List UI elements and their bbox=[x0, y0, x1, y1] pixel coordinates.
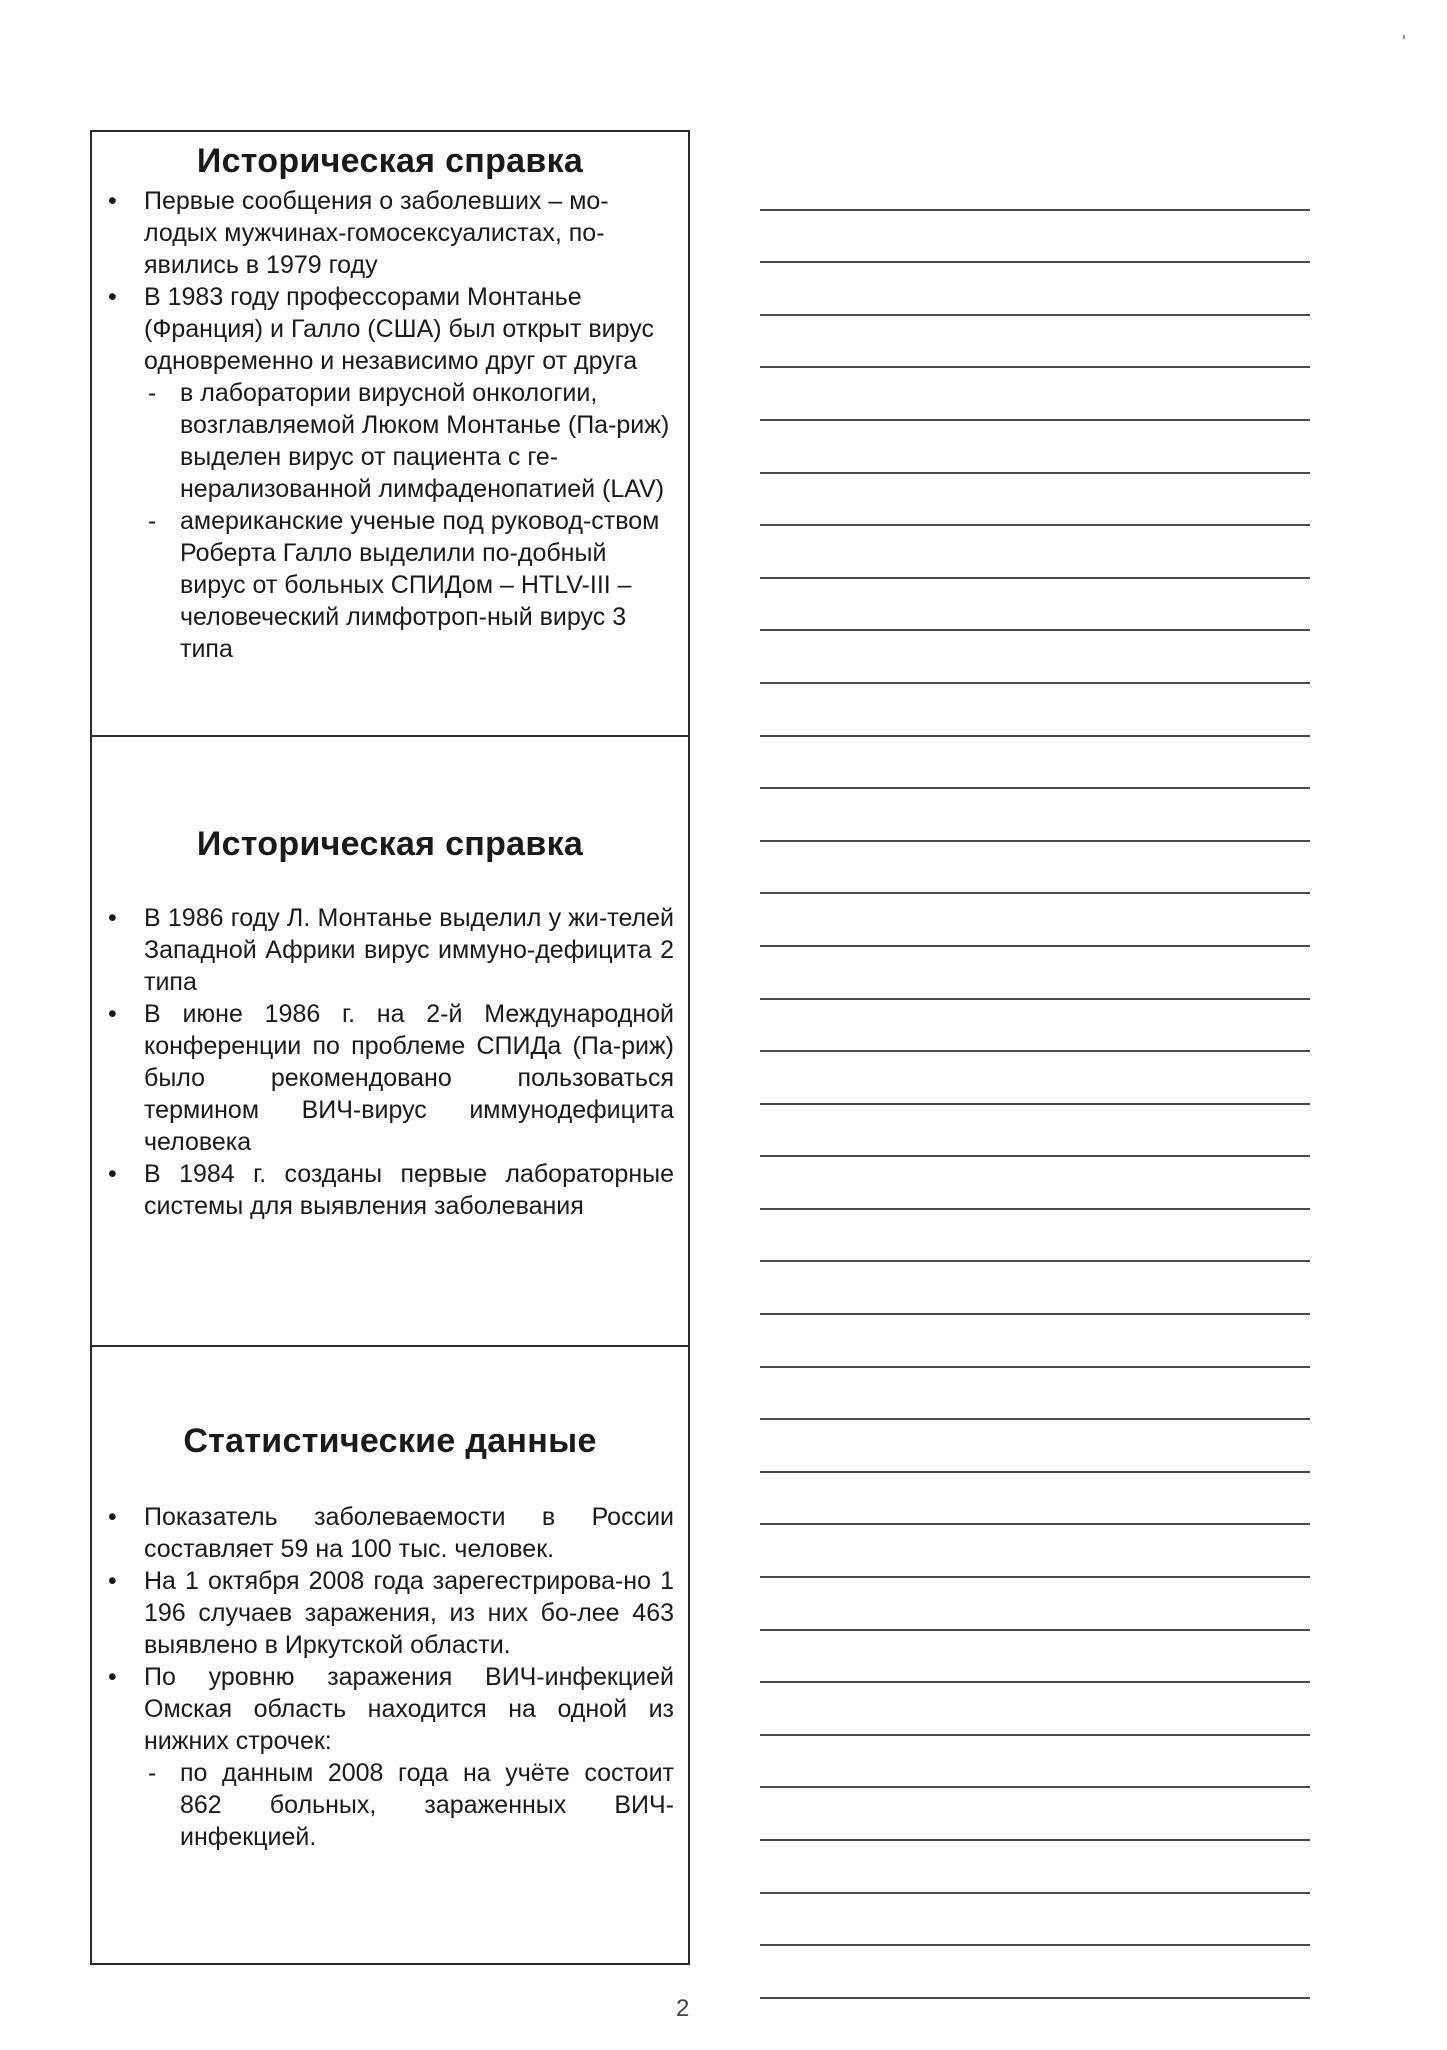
bullet-icon: • bbox=[108, 1160, 117, 1188]
panel-title: Историческая справка bbox=[196, 825, 584, 863]
list-item-text: В 1984 г. созданы первые лабораторные системы для выявления заболевания bbox=[144, 1160, 674, 1220]
bullet-list bbox=[92, 1501, 688, 1853]
list-item-text: Первые сообщения о заболевших – мо-лодых мужчинах-гомосексуалистах, по-явились в 1979 году bbox=[144, 187, 609, 279]
bullet-icon: • bbox=[108, 283, 117, 311]
sub-list bbox=[144, 1757, 674, 1853]
note-line bbox=[760, 1736, 1310, 1789]
note-line bbox=[760, 1000, 1310, 1053]
note-line bbox=[760, 631, 1310, 684]
note-line bbox=[760, 474, 1310, 527]
note-line bbox=[760, 1578, 1310, 1631]
note-line bbox=[760, 1052, 1310, 1105]
note-line bbox=[760, 526, 1310, 579]
panel-title: Статистические данные bbox=[183, 1422, 597, 1460]
bullet-icon: • bbox=[108, 1000, 117, 1028]
note-line bbox=[760, 1683, 1310, 1736]
bullet-icon: • bbox=[108, 1567, 117, 1595]
note-line bbox=[760, 316, 1310, 369]
notes-ruled-lines bbox=[760, 158, 1310, 1999]
bullet-icon: • bbox=[108, 904, 117, 932]
dash-icon: - bbox=[148, 507, 157, 535]
note-line bbox=[760, 1210, 1310, 1263]
note-line bbox=[760, 789, 1310, 842]
bullet-icon: • bbox=[108, 187, 117, 215]
note-line bbox=[760, 421, 1310, 474]
list-item bbox=[108, 998, 674, 1158]
panel-title: Историческая справка bbox=[196, 142, 584, 180]
dash-icon: - bbox=[148, 379, 157, 407]
sub-list bbox=[144, 377, 674, 665]
note-line bbox=[760, 1841, 1310, 1894]
page-number: 2 bbox=[676, 1995, 690, 2022]
bullet-icon: • bbox=[108, 1503, 117, 1531]
note-line bbox=[760, 947, 1310, 1000]
list-item-text: В 1986 году Л. Монтанье выделил у жи-телей Западной Африки вирус иммуно-дефицита 2 типа bbox=[144, 904, 674, 996]
note-line bbox=[760, 1788, 1310, 1841]
list-item bbox=[108, 1565, 674, 1661]
slide-panel-2 bbox=[90, 735, 690, 1347]
sub-list-item bbox=[144, 505, 674, 665]
list-item bbox=[108, 1158, 674, 1222]
scan-corner-mark: ' bbox=[1402, 32, 1406, 54]
list-item bbox=[108, 902, 674, 998]
list-item-text: Показатель заболеваемости в России составляет 59 на 100 тыс. человек. bbox=[144, 1503, 674, 1563]
list-item-text: На 1 октября 2008 года зарегестрирова-но 1 196 случаев заражения, из них бо-лее 463 выявлено в Иркутской области. bbox=[144, 1567, 674, 1659]
note-line bbox=[760, 1525, 1310, 1578]
sub-list-item bbox=[144, 1757, 674, 1853]
note-line bbox=[760, 579, 1310, 632]
list-item-text: В 1983 году профессорами Монтанье (Франция) и Галло (США) был открыт вирус одновременно и независимо друг от друга bbox=[144, 283, 654, 375]
note-line bbox=[760, 1157, 1310, 1210]
note-line bbox=[760, 368, 1310, 421]
note-line bbox=[760, 1262, 1310, 1315]
note-line bbox=[760, 1105, 1310, 1158]
note-line bbox=[760, 1894, 1310, 1947]
list-item bbox=[108, 1501, 674, 1565]
note-line bbox=[760, 894, 1310, 947]
note-line bbox=[760, 737, 1310, 790]
sub-list-item-text: по данным 2008 года на учёте состоит 862 больных, зараженных ВИЧ-инфекцией. bbox=[180, 1759, 674, 1851]
note-line bbox=[760, 263, 1310, 316]
note-line bbox=[760, 1631, 1310, 1684]
bullet-icon: • bbox=[108, 1663, 117, 1691]
sub-list-item-text: американские ученые под руковод-ством Роберта Галло выделили по-добный вирус от больных СПИДом – HTLV-III – человеческий лимфотроп-ный вирус 3 типа bbox=[180, 507, 660, 663]
bullet-list bbox=[92, 185, 688, 665]
note-line bbox=[760, 1368, 1310, 1421]
list-item bbox=[108, 1661, 674, 1853]
note-line bbox=[760, 1420, 1310, 1473]
note-line bbox=[760, 684, 1310, 737]
dash-icon: - bbox=[148, 1759, 157, 1787]
list-item bbox=[108, 281, 674, 665]
note-line bbox=[760, 1473, 1310, 1526]
sub-list-item bbox=[144, 377, 674, 505]
slide-panel-3 bbox=[90, 1345, 690, 1965]
list-item-text: В июне 1986 г. на 2-й Международной конференции по проблеме СПИДа (Па-риж) было рекомендовано пользоваться термином ВИЧ-вирус иммунодефицита человека bbox=[144, 1000, 674, 1156]
note-line bbox=[760, 158, 1310, 211]
bullet-list bbox=[92, 902, 688, 1222]
list-item-text: По уровню заражения ВИЧ-инфекцией Омская область находится на одной из нижних строчек: bbox=[144, 1663, 674, 1755]
sub-list-item-text: в лаборатории вирусной онкологии, возглавляемой Люком Монтанье (Па-риж) выделен вирус от пациента с ге-нерализованной лимфаденопатией (LAV) bbox=[180, 379, 670, 503]
note-line bbox=[760, 1315, 1310, 1368]
slide-panel-1 bbox=[90, 130, 690, 737]
list-item bbox=[108, 185, 674, 281]
note-line bbox=[760, 842, 1310, 895]
note-line bbox=[760, 211, 1310, 264]
note-line bbox=[760, 1946, 1310, 1999]
